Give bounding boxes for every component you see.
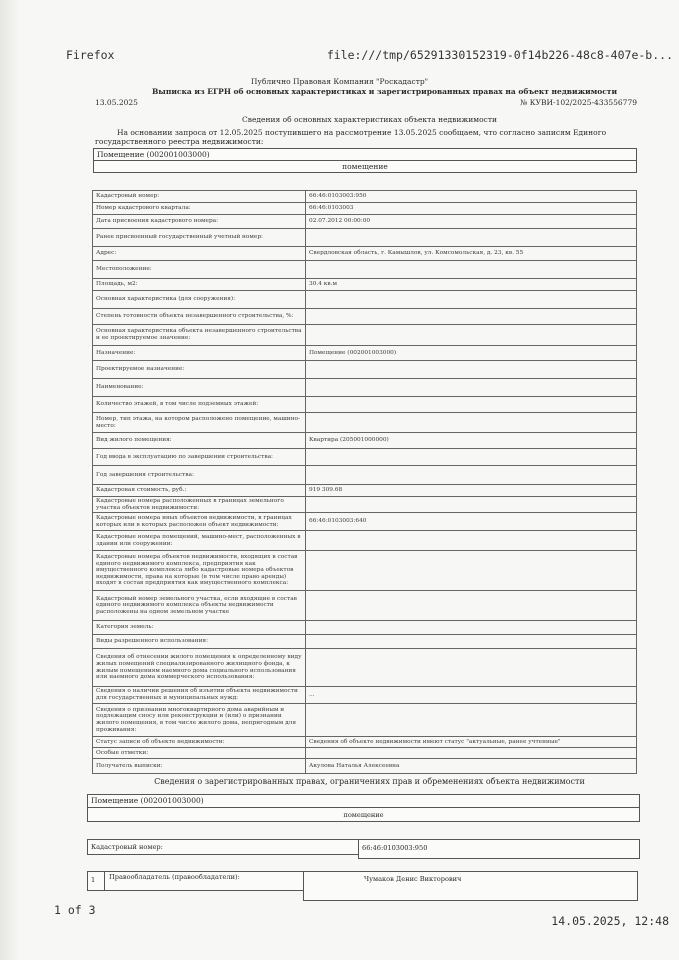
row-value [306,531,637,551]
table-row [93,203,637,215]
table-row [93,191,637,203]
row-label: Проектируемое назначение: [93,361,306,379]
row-label: Наименование: [93,379,306,397]
row-value: 66:46:0103003:640 [306,513,637,531]
table-row [93,591,637,621]
rights-object-kind: помещение [87,807,640,822]
table-row [93,449,637,466]
table-row [93,325,637,346]
table-row [93,261,637,279]
row-value [306,229,637,247]
row-label: Степень готовности объекта незавершенного строительства, %: [93,309,306,325]
row-value: Сведения об объекте недвижимости имеют статус "актуальные, ранее учтенные" [306,737,637,748]
doc-number: № КУВИ-102/2025-433556779 [520,98,637,107]
table-row [93,513,637,531]
table-row [93,759,637,774]
print-datetime: 14.05.2025, 12:48 [551,914,669,928]
intro-text: На основании запроса от 12.05.2025 поступившего на рассмотрение 13.05.2025 сообщаем, что согласно записям Единого государственного реестра недвижимости: [95,128,607,146]
row-value [306,413,637,433]
row-value: Квартира (205001000000) [306,433,637,449]
row-label: Местоположение: [93,261,306,279]
row-value [306,591,637,621]
table-row [93,621,637,635]
row-label: Кадастровый номер: [93,191,306,203]
row-value: Помещение (002001003000) [306,346,637,361]
table-row [93,433,637,449]
table-row [93,361,637,379]
row-label: Кадастровая стоимость, руб.: [93,485,306,497]
row-value [306,704,637,737]
object-type: Помещение (002001003000) [93,148,637,161]
row-label: Особые отметки: [93,748,306,759]
row-label: Кадастровые номера помещений, машино-мест, расположенных в здании или сооружении: [93,531,306,551]
row-value: ... [306,687,637,704]
row-value: 02.07.2012 00:00:00 [306,215,637,229]
org-name: Публично Правовая Компания "Роскадастр" [250,77,429,86]
row-label: Основная характеристика (для сооружения): [93,291,306,309]
table-row [93,379,637,397]
characteristics-table [92,190,637,774]
row-value: Акулова Наталья Алексеевна [306,759,637,774]
table-row [93,215,637,229]
table-row [93,551,637,591]
table-row [93,466,637,485]
table-row [93,247,637,261]
holder-number: 1 [87,871,105,891]
row-value [306,309,637,325]
holder-value: Чумаков Денис Викторович [303,871,638,901]
table-row [93,413,637,433]
row-label: Площадь, м2: [93,279,306,291]
table-row [93,687,637,704]
table-row [93,291,637,309]
row-label: Номер, тип этажа, на котором расположено помещение, машино-место: [93,413,306,433]
row-value [306,449,637,466]
row-value: Свердловская область, г. Камышлов, ул. Комсомольская, д. 23, кв. 55 [306,247,637,261]
section2-title: Сведения о зарегистрированных правах, ограничениях прав и обременениях объекта недвижимости [154,777,585,786]
browser-app-name: Firefox [66,48,115,62]
row-label: Год ввода в эксплуатацию по завершении строительства: [93,449,306,466]
row-label: Сведения о наличии решения об изъятии объекта недвижимости для государственных и муниципальных нужд: [93,687,306,704]
row-label: Дата присвоения кадастрового номера: [93,215,306,229]
table-row [93,397,637,413]
row-label: Назначение: [93,346,306,361]
table-row [93,279,637,291]
section1-title: Сведения об основных характеристиках объекта недвижимости [242,115,497,124]
row-label: Ранее присвоенный государственный учетный номер: [93,229,306,247]
row-value [306,635,637,649]
row-value [306,748,637,759]
row-label: Вид жилого помещения: [93,433,306,449]
row-label: Кадастровые номера расположенных в границах земельного участка объектов недвижимости: [93,497,306,513]
doc-date: 13.05.2025 [95,98,138,107]
page-counter: 1 of 3 [54,903,96,917]
table-row [93,309,637,325]
table-row [93,346,637,361]
table-row [93,737,637,748]
row-value [306,291,637,309]
row-label: Виды разрешенного использования: [93,635,306,649]
row-label: Основная характеристика объекта незавершенного строительства и ее проектируемое значение: [93,325,306,346]
object-kind: помещение [93,160,637,173]
row-value [306,497,637,513]
row-value [306,361,637,379]
row-value [306,466,637,485]
table-row [93,229,637,247]
row-value [306,325,637,346]
rights-object-type: Помещение (002001003000) [87,794,640,808]
row-value [306,397,637,413]
row-label: Кадастровый номер земельного участка, если входящие в состав единого недвижимого комплекса объекты недвижимости расположены на одном земельном участке [93,591,306,621]
rights-cad-value: 66:46:0103003:950 [358,839,640,859]
table-row [93,635,637,649]
row-value [306,261,637,279]
row-label: Адрес: [93,247,306,261]
row-label: Статус записи об объекте недвижимости: [93,737,306,748]
row-value [306,379,637,397]
row-label: Сведения о признании многоквартирного дома аварийным и подлежащим сносу или реконструкции и (или) о признании жилого помещения, в том числе жилого дома, непригодным для проживания: [93,704,306,737]
row-label: Кадастровые номера иных объектов недвижимости, в границах которых или в которых расположен объект недвижимости: [93,513,306,531]
row-value [306,621,637,635]
row-value: 30.4 кв.м [306,279,637,291]
row-label: Год завершения строительства: [93,466,306,485]
row-label: Номер кадастрового квартала: [93,203,306,215]
scan-edge [0,0,20,960]
row-label: Получатель выписки: [93,759,306,774]
row-value: 919 309.68 [306,485,637,497]
holder-label: Правообладатель (правообладатели): [104,871,304,891]
page-url: file:///tmp/65291330152319-0f14b226-48c8-407e-b... [326,48,673,62]
row-value: 66:46:0103003:950 [306,191,637,203]
row-value [306,649,637,687]
table-row [93,497,637,513]
table-row [93,748,637,759]
rights-cad-label: Кадастровый номер: [87,839,359,855]
doc-title: Выписка из ЕГРН об основных характеристиках и зарегистрированных правах на объект недвижимости [151,87,618,96]
row-value: 66:46:0103003 [306,203,637,215]
table-row [93,531,637,551]
table-row [93,485,637,497]
table-row [93,649,637,687]
table-row [93,704,637,737]
row-label: Сведения об отнесении жилого помещения к определенному виду жилых помещений специализированного жилищного фонда, к жилым помещениям наемного дома социального использования или наемного дома коммерческого использования: [93,649,306,687]
row-value [306,551,637,591]
row-label: Количество этажей, в том числе подземных этажей: [93,397,306,413]
row-label: Кадастровые номера объектов недвижимости, входящих в состав единого недвижимого комплекса, предприятия как имущественного комплекса либо кадастровые номера объектов недвижимости, права на которые (в том числе право аренды) входят в состав предприятия как имущественного комплекса: [93,551,306,591]
row-label: Категория земель: [93,621,306,635]
